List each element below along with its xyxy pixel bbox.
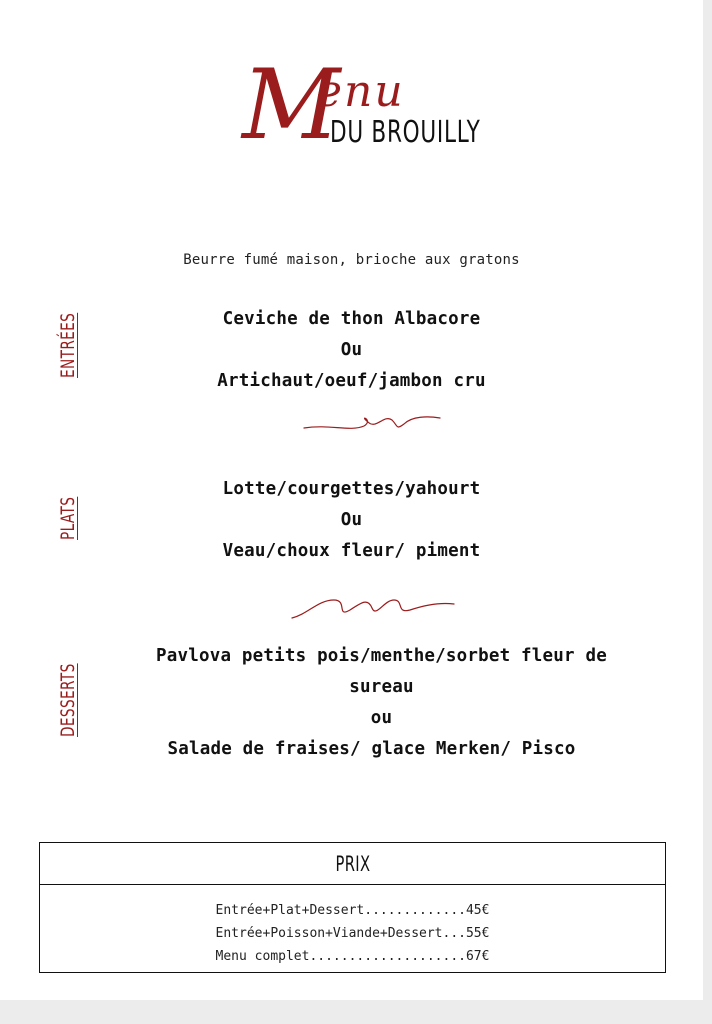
intro-text: Beurre fumé maison, brioche aux gratons <box>183 252 520 268</box>
squiggle-divider-1 <box>300 406 445 436</box>
menu-logo-svg <box>236 26 481 166</box>
dessert-line-4: Salade de fraises/ glace Merken/ Pisco <box>167 739 576 759</box>
price-list <box>40 885 665 968</box>
entree-line-1: Ceviche de thon Albacore <box>222 309 481 329</box>
price-header <box>40 843 665 885</box>
entree-line-2: Ou <box>340 340 363 360</box>
squiggle-divider-2 <box>288 590 458 626</box>
logo-subtitle: DU BROUILLY <box>330 115 481 151</box>
dessert-line-3: ou <box>370 708 393 728</box>
section-label-plats: PLATS <box>57 496 79 540</box>
plat-line-1: Lotte/courgettes/yahourt <box>222 479 481 499</box>
menu-logo <box>236 26 481 166</box>
price-row-1: Entrée+Plat+Dessert.............45€ <box>215 903 490 918</box>
logo-script-rest: enu <box>316 66 405 117</box>
price-box <box>39 842 666 973</box>
logo-script-initial: M <box>242 49 341 161</box>
dessert-line-1: Pavlova petits pois/menthe/sorbet fleur de <box>156 646 607 666</box>
plat-line-2: Ou <box>340 510 363 530</box>
plat-line-3: Veau/choux fleur/ piment <box>222 541 481 561</box>
price-row-2: Entrée+Poisson+Viande+Dessert...55€ <box>215 926 490 941</box>
section-label-desserts: DESSERTS <box>57 663 79 737</box>
price-row-3: Menu complet....................67€ <box>215 949 490 964</box>
section-label-entrees: ENTRÉES <box>57 312 79 378</box>
dessert-line-2: sureau <box>349 677 414 697</box>
entree-line-3: Artichaut/oeuf/jambon cru <box>217 371 486 391</box>
price-title: PRIX <box>335 851 370 876</box>
